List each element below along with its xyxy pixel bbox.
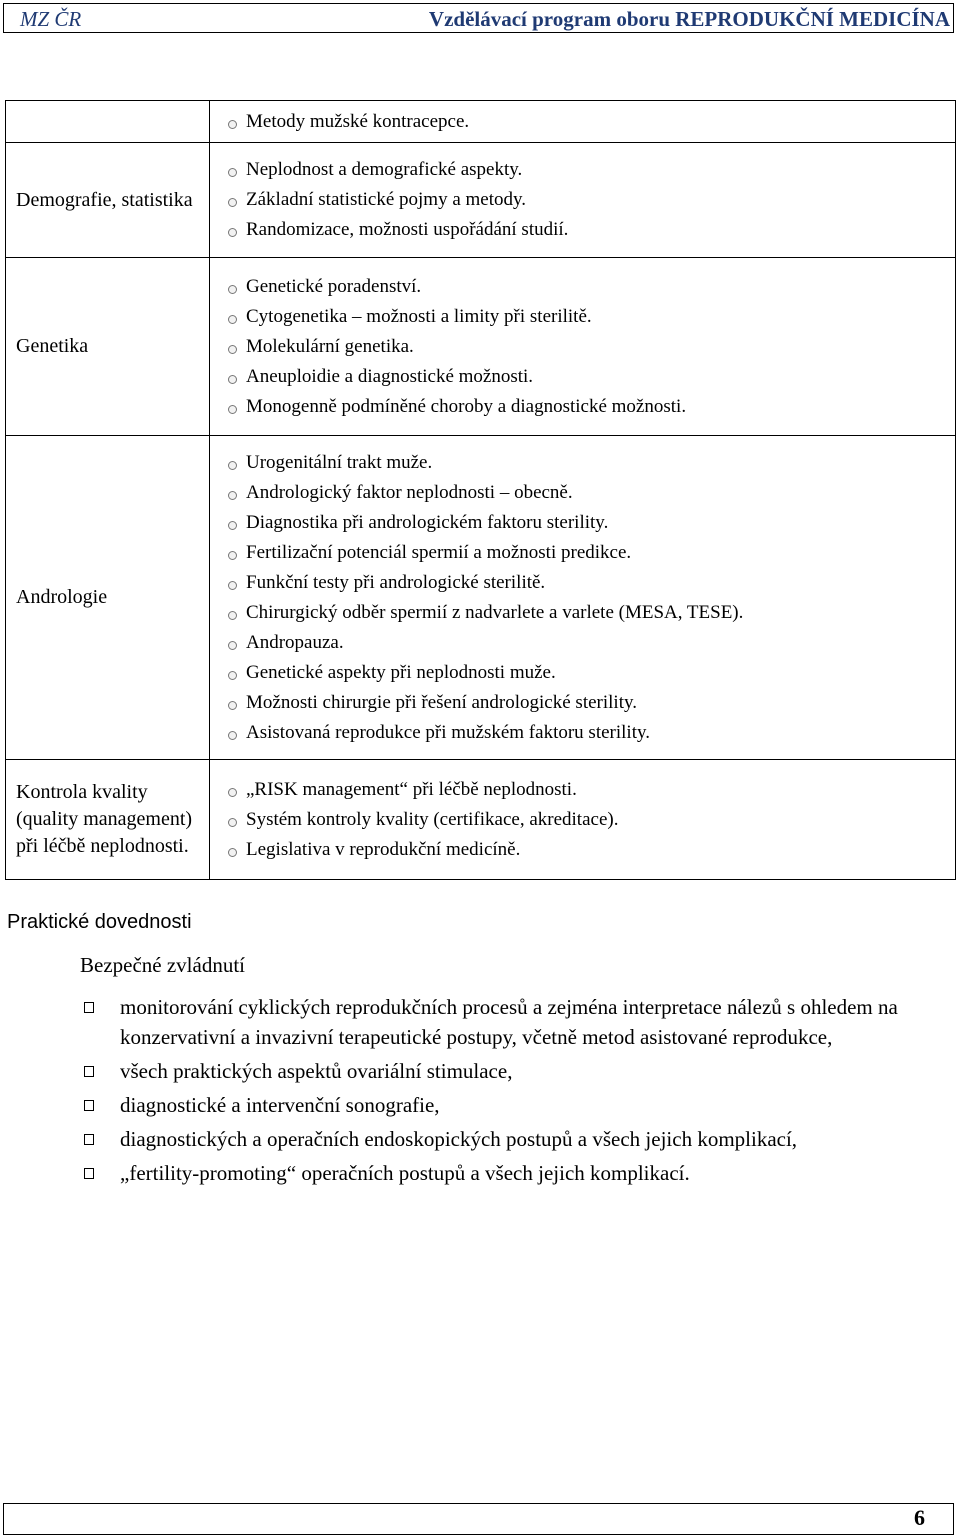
list-item: Možnosti chirurgie při řešení andrologické sterility.: [223, 688, 955, 718]
list-item: Chirurgický odběr spermií z nadvarlete a varlete (MESA, TESE).: [223, 598, 955, 628]
checkbox-bullet-icon: [84, 1168, 94, 1179]
checkbox-bullet-icon: [84, 1066, 94, 1077]
topic-cell: Demografie, statistika: [6, 143, 210, 258]
list-item: Fertilizační potenciál spermií a možnosti predikce.: [223, 538, 955, 568]
items-cell: [210, 258, 956, 436]
items-cell: [210, 436, 956, 760]
topic-cell: Kontrola kvality (quality management) při léčbě neplodnosti.: [6, 760, 210, 880]
list-item: Základní statistické pojmy a metody.: [223, 185, 955, 215]
topic-cell: [6, 101, 210, 143]
topic-cell: Genetika: [6, 258, 210, 436]
list-item: [80, 992, 940, 1052]
list-item: Metody mužské kontracepce.: [223, 107, 955, 137]
header-program-title: Vzdělávací program oboru REPRODUKČNÍ MEDICÍNA: [428, 7, 950, 31]
list-item: Genetické poradenství.: [223, 272, 955, 302]
topic-list: [223, 775, 955, 865]
skill-text: diagnostické a intervenční sonografie,: [120, 1093, 440, 1117]
table-row: [6, 143, 956, 258]
table-row: [6, 760, 956, 880]
header-ministry: MZ ČR: [20, 7, 82, 31]
list-item: Molekulární genetika.: [223, 332, 955, 362]
list-item: Diagnostika při andrologickém faktoru sterility.: [223, 508, 955, 538]
skill-text: všech praktických aspektů ovariální stimulace,: [120, 1059, 513, 1083]
list-item: [80, 1158, 940, 1188]
list-item: Systém kontroly kvality (certifikace, akreditace).: [223, 805, 955, 835]
table-row: [6, 436, 956, 760]
items-cell: [210, 760, 956, 880]
list-item: [80, 1090, 940, 1120]
curriculum-table: [5, 100, 956, 880]
topic-cell: Andrologie: [6, 436, 210, 760]
topic-list: [223, 272, 955, 422]
topic-list: [223, 107, 955, 137]
list-item: Urogenitální trakt muže.: [223, 448, 955, 478]
table-row: [6, 101, 956, 143]
checkbox-bullet-icon: [84, 1002, 94, 1013]
page-number: 6: [914, 1505, 925, 1530]
list-item: Funkční testy při andrologické sterilitě.: [223, 568, 955, 598]
list-item: Randomizace, možnosti uspořádání studií.: [223, 215, 955, 245]
list-item: „RISK management“ při léčbě neplodnosti.: [223, 775, 955, 805]
list-item: Monogenně podmíněné choroby a diagnostické možnosti.: [223, 392, 955, 422]
checkbox-bullet-icon: [84, 1100, 94, 1111]
table-row: [6, 258, 956, 436]
topic-list: [223, 448, 955, 748]
list-item: [80, 1056, 940, 1086]
list-item: Andropauza.: [223, 628, 955, 658]
page-footer: [3, 1503, 954, 1535]
list-item: Aneuploidie a diagnostické možnosti.: [223, 362, 955, 392]
list-item: [80, 1124, 940, 1154]
list-item: Cytogenetika – možnosti a limity při sterilitě.: [223, 302, 955, 332]
page-header: [3, 3, 954, 33]
checkbox-bullet-icon: [84, 1134, 94, 1145]
section-title: Praktické dovednosti: [7, 911, 192, 933]
skill-text: diagnostických a operačních endoskopických postupů a všech jejich komplikací,: [120, 1127, 798, 1151]
list-item: Andrologický faktor neplodnosti – obecně.: [223, 478, 955, 508]
section-subtitle: Bezpečné zvládnutí: [80, 953, 246, 977]
list-item: Asistovaná reprodukce při mužském faktoru sterility.: [223, 718, 955, 748]
skills-list: [80, 992, 940, 1192]
skill-text: „fertility-promoting“ operačních postupů a všech jejich komplikací.: [120, 1161, 690, 1185]
list-item: Genetické aspekty při neplodnosti muže.: [223, 658, 955, 688]
items-cell: [210, 143, 956, 258]
skill-text: monitorování cyklických reprodukčních procesů a zejména interpretace nálezů s ohledem na konzervativní a invazivní terapeutické postupy, včetně metod asistované reprodukce,: [120, 995, 898, 1049]
list-item: Neplodnost a demografické aspekty.: [223, 155, 955, 185]
items-cell: [210, 101, 956, 143]
list-item: Legislativa v reprodukční medicíně.: [223, 835, 955, 865]
topic-list: [223, 155, 955, 245]
